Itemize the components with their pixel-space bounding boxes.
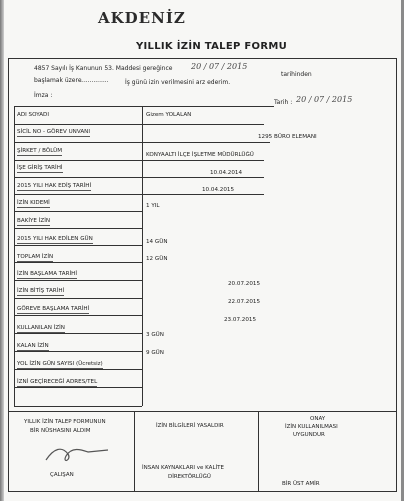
row-label-hire-date: İŞE GİRİŞ TARİHİ bbox=[17, 165, 63, 171]
row-line bbox=[14, 315, 142, 316]
row-value-hire-date: 10.04.2014 bbox=[210, 170, 243, 176]
table-divider bbox=[142, 106, 143, 406]
row-value-company: KONYAALTI İLÇE İŞLETME MÜDÜRLÜĞÜ bbox=[146, 152, 254, 158]
footer-col3-line3: UYGUNDUR bbox=[293, 432, 325, 438]
employee-signature bbox=[42, 440, 112, 470]
footer-divider-1 bbox=[134, 411, 135, 491]
row-label-sicil: SİCİL NO - GÖREV UNVANI bbox=[17, 129, 90, 135]
row-line bbox=[14, 160, 264, 161]
form-title: YILLIK İZİN TALEP FORMU bbox=[136, 41, 288, 52]
row-label-remaining-leave: KALAN İZİN bbox=[17, 343, 49, 349]
row-line bbox=[14, 211, 142, 212]
footer-divider-2 bbox=[258, 411, 259, 491]
row-line bbox=[14, 194, 264, 195]
intro-start-date: 20 / 07 / 2015 bbox=[191, 62, 248, 71]
row-value-sicil: 1295 BÜRO ELEMANI bbox=[258, 134, 317, 140]
row-label-balance: BAKİYE İZİN bbox=[17, 218, 51, 224]
frame-right bbox=[396, 58, 397, 492]
row-value-start-date: 20.07.2015 bbox=[228, 281, 261, 287]
row-line bbox=[14, 245, 142, 246]
row-label-name: ADI SOYADI bbox=[17, 112, 49, 118]
intro-line1-prefix: 4857 Sayılı İş Kanunun 53. Maddesi gereğince bbox=[34, 65, 173, 72]
row-line bbox=[14, 333, 142, 334]
footer-col1-line2: BİR NÜSHASINI ALDIM bbox=[30, 428, 91, 434]
table-top bbox=[14, 106, 274, 107]
row-value-remaining-leave: 9 GÜN bbox=[146, 350, 164, 356]
intro-line2-prefix: başlamak üzere bbox=[34, 77, 82, 84]
table-left bbox=[14, 106, 15, 406]
row-line bbox=[14, 177, 264, 178]
tarih-label: Tarih : bbox=[274, 99, 293, 106]
row-value-used-leave: 3 GÜN bbox=[146, 332, 164, 338]
intro-line2-suffix: İş günü izin verilmesini arz ederim. bbox=[125, 79, 231, 86]
row-label-earned-days: 2015 YILI HAK EDİLEN GÜN bbox=[17, 236, 93, 242]
row-label-end-date: İZİN BİTİŞ TARİHİ bbox=[17, 288, 65, 294]
row-line bbox=[14, 124, 264, 125]
row-value-earned-days: 14 GÜN bbox=[146, 239, 168, 245]
intro-line1-suffix: tarihinden bbox=[281, 71, 312, 78]
footer-col1-line1: YILLIK İZİN TALEP FORMUNUN bbox=[24, 419, 106, 425]
row-value-entitlement-date: 10.04.2015 bbox=[202, 187, 235, 193]
row-line bbox=[14, 369, 142, 370]
row-label-entitlement-date: 2015 YILI HAK EDİŞ TARİHİ bbox=[17, 183, 92, 189]
tarih-value: 20 / 07 / 2015 bbox=[296, 95, 353, 104]
row-label-start-date: İZİN BAŞLAMA TARİHİ bbox=[17, 271, 78, 277]
company-name: AKDENİZ bbox=[98, 9, 186, 27]
frame-left bbox=[8, 58, 9, 492]
imza-label: İmza : bbox=[34, 92, 53, 99]
frame-bottom bbox=[8, 491, 397, 492]
row-line bbox=[14, 351, 142, 352]
row-value-total-leave: 12 GÜN bbox=[146, 256, 168, 262]
row-line bbox=[14, 298, 142, 299]
footer-sig-hr-line1: İNSAN KAYNAKLARI ve KALİTE bbox=[142, 465, 224, 471]
row-label-company: ŞİRKET / BÖLÜM bbox=[17, 148, 63, 154]
frame-top bbox=[8, 58, 397, 59]
row-line bbox=[14, 228, 142, 229]
row-value-end-date: 22.07.2015 bbox=[228, 299, 261, 305]
row-line bbox=[14, 280, 142, 281]
row-value-return-date: 23.07.2015 bbox=[224, 317, 257, 323]
footer-col3-line2: İZİN KULLANILMASI bbox=[285, 424, 338, 430]
footer-sig-supervisor: BİR ÜST AMİR bbox=[282, 481, 320, 487]
row-line bbox=[14, 406, 142, 407]
row-label-total-leave: TOPLAM İZİN bbox=[17, 254, 54, 260]
row-line bbox=[14, 142, 270, 143]
footer-top-line bbox=[8, 411, 397, 412]
footer-sig-employee: ÇALIŞAN bbox=[50, 472, 74, 478]
footer-col2: İZİN BİLGİLERİ YASALDIR bbox=[156, 423, 224, 429]
footer-sig-hr-line2: DİREKTÖRLÜĞÜ bbox=[168, 474, 211, 480]
scan-edge-left bbox=[0, 0, 4, 501]
row-line bbox=[14, 262, 142, 263]
row-value-name: Gizem YOLALAN bbox=[146, 112, 192, 118]
intro-days-blank: ............... bbox=[80, 77, 109, 84]
row-label-address: İZNİ GEÇİRECEĞİ ADRES/TEL bbox=[17, 379, 98, 385]
row-label-seniority: İZİN KIDEMİ bbox=[17, 200, 50, 206]
row-label-travel-days: YOL İZİN GÜN SAYISI (Ücretsiz) bbox=[17, 361, 103, 367]
row-label-used-leave: KULLANILAN İZİN bbox=[17, 325, 65, 331]
row-line bbox=[14, 387, 142, 388]
row-label-return-date: GÖREVE BAŞLAMA TARİHİ bbox=[17, 306, 90, 312]
row-value-seniority: 1 YIL bbox=[146, 203, 160, 209]
footer-col3-line1: ONAY bbox=[310, 416, 326, 422]
